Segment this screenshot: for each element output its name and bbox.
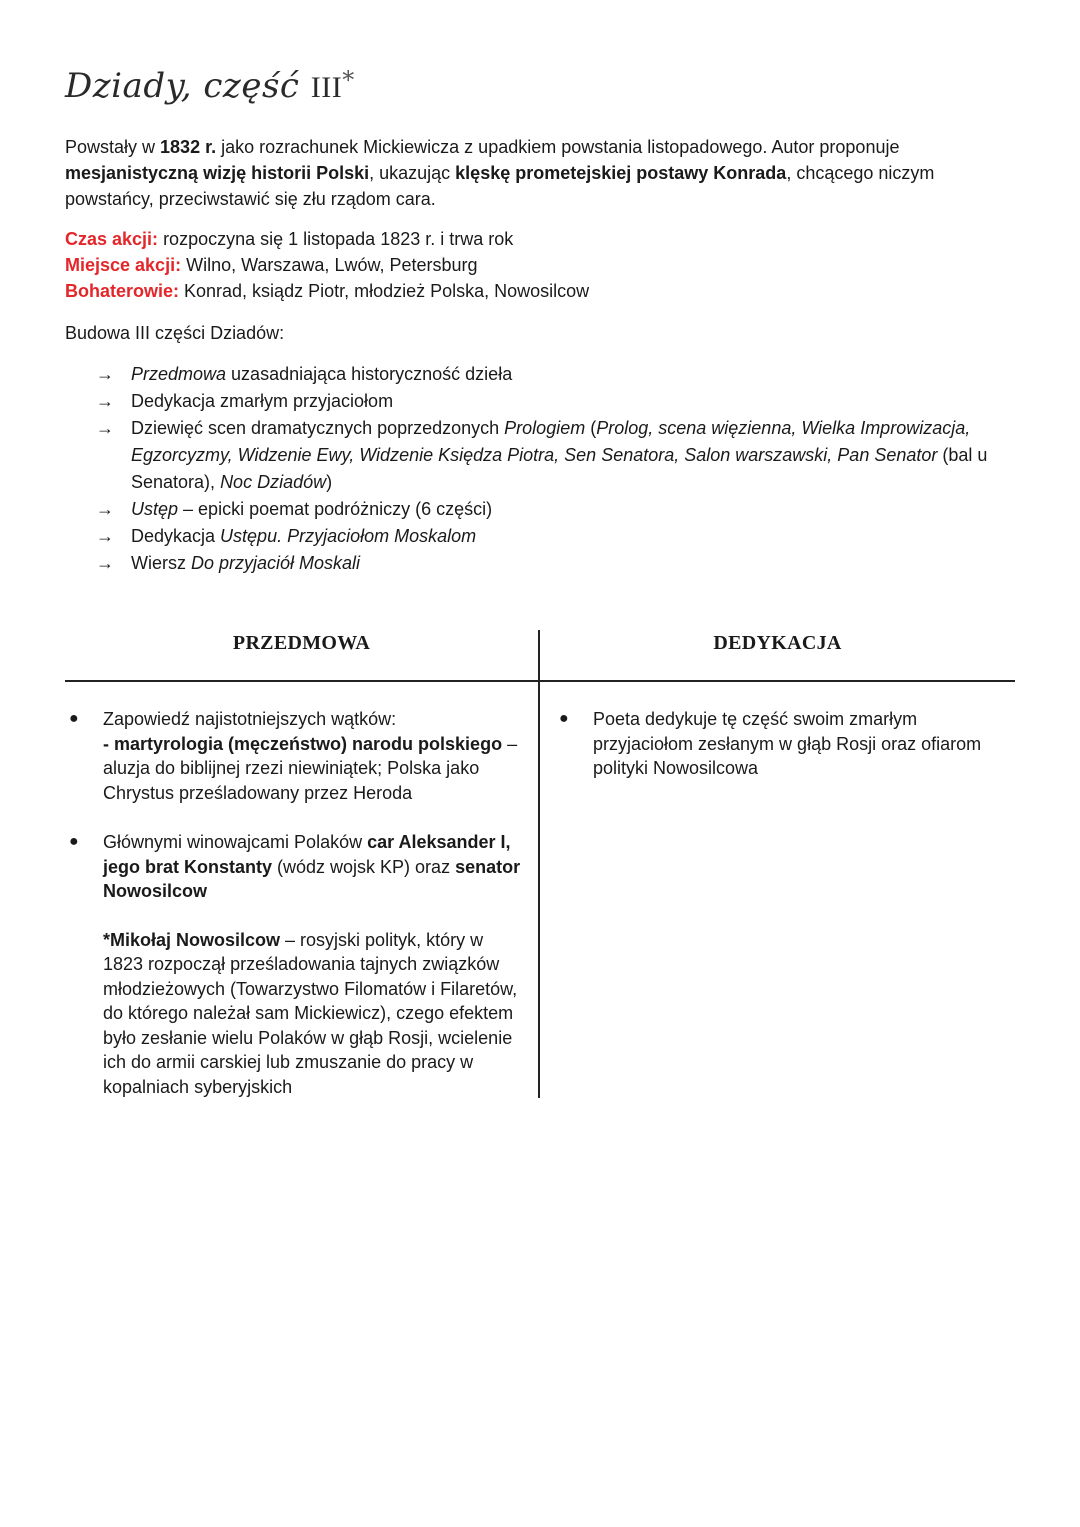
list-item <box>96 388 996 415</box>
intro-paragraph <box>65 134 1015 212</box>
bullet-text: Poeta dedykuje tę część swoim zmarłym przyjaciołom zesłanym w głąb Rosji oraz ofiarom polityki Nowosilcowa <box>593 709 982 778</box>
item-title: Prologiem <box>504 418 586 438</box>
item-scenes: Prolog, scena więzienna, Wielka Improwizacja, Egzorcyzmy, Widzenie Ewy, Widzenie Księdza Piotra, Sen Senatora, Salon warszawski, Pan Senator <box>131 418 971 465</box>
meta-time-label: Czas akcji: <box>65 229 159 249</box>
structure-heading: Budowa III części Dziadów: <box>65 323 285 343</box>
item-title: Do przyjaciół Moskali <box>191 553 361 573</box>
meta-time-value: rozpoczyna się 1 listopada 1823 r. i trwa rok <box>158 229 514 249</box>
item-text: ( <box>585 418 597 438</box>
page-title <box>65 66 355 106</box>
item-text: Wiersz <box>131 553 191 573</box>
intro-text: jako rozrachunek Mickiewicza z upadkiem powstania listopadowego. Autor proponuje <box>216 137 900 157</box>
footnote-text <box>103 928 525 1100</box>
intro-year: 1832 r. <box>160 137 217 157</box>
meta-characters-row <box>65 278 1015 304</box>
title-script: Dziady, część <box>65 66 300 106</box>
list-item <box>555 707 1005 781</box>
item-text: Dedykacja zmarłym przyjaciołom <box>131 391 394 411</box>
arrow-icon: → <box>96 526 114 546</box>
bullet-icon: ● <box>69 710 79 727</box>
arrow-icon: → <box>96 553 114 573</box>
item-text: uzasadniająca historyczność dzieła <box>226 364 513 384</box>
dedykacja-list <box>555 707 1005 781</box>
list-item <box>96 550 996 577</box>
bullet-icon: ● <box>559 710 569 727</box>
bullet-line: Zapowiedź najistotniejszych wątków: <box>103 709 397 729</box>
table-column-divider <box>538 630 540 1098</box>
meta-time-row <box>65 226 1015 252</box>
bullet-highlight: - martyrologia (męczeństwo) narodu polskiego <box>103 733 503 754</box>
bullet-icon: ● <box>69 833 79 850</box>
meta-characters-label: Bohaterowie: <box>65 281 180 301</box>
item-title: Przedmowa <box>131 364 227 384</box>
bullet-text <box>103 707 525 805</box>
meta-info <box>65 226 1015 304</box>
table-header-przedmowa: PRZEDMOWA <box>232 632 371 654</box>
list-item <box>96 496 996 523</box>
intro-text: , chcącego niczym powstańcy, przeciwstawić się złu rządom cara. <box>65 163 935 209</box>
item-title: Noc Dziadów <box>220 472 327 492</box>
list-item <box>96 415 996 496</box>
arrow-icon: → <box>96 364 114 384</box>
item-text: ) <box>326 472 333 492</box>
table-header-divider <box>65 680 1015 682</box>
item-text: (bal u Senatora), <box>131 445 988 492</box>
title-asterisk: * <box>342 66 355 94</box>
bullet-line: Głównymi winowajcami Polaków <box>103 832 368 852</box>
intro-highlight: mesjanistyczną wizję historii Polski <box>65 163 370 183</box>
bullet-text <box>103 830 525 904</box>
bullet-highlight: car Aleksander I, jego brat Konstanty <box>103 832 511 877</box>
title-part-number: III <box>310 71 343 104</box>
item-text: Dziewięć scen dramatycznych poprzedzonych <box>131 418 505 438</box>
list-item <box>96 523 996 550</box>
intro-text: Powstały w <box>65 137 161 157</box>
bullet-highlight: senator Nowosilcow <box>103 856 521 901</box>
footnote-highlight: *Mikołaj Nowosilcow <box>103 929 281 950</box>
meta-place-value: Wilno, Warszawa, Lwów, Petersburg <box>181 255 478 275</box>
item-text: – epicki poemat podróżniczy (6 części) <box>178 499 493 519</box>
intro-text: , ukazując <box>369 163 456 183</box>
arrow-icon: → <box>96 499 114 519</box>
footnote-line: – rosyjski polityk, który w 1823 rozpoczął prześladowania tajnych związków młodzieżowych (Towarzystwo Filomatów i Filaretów, do którego należał sam Mickiewicz), czego efektem było zesłanie wielu Polaków w głąb Rosji, wcielenie ich do armii carskiej lub zmuszanie do pracy w kopalniach syberyjskich <box>103 929 518 1097</box>
bullet-line: (wódz wojsk KP) oraz <box>272 856 456 877</box>
przedmowa-list <box>65 707 525 1099</box>
intro-highlight: klęskę prometejskiej postawy Konrada <box>455 163 787 183</box>
list-item <box>65 830 525 1099</box>
meta-characters-value: Konrad, ksiądz Piotr, młodzież Polska, Nowosilcow <box>179 281 590 301</box>
bullet-line: – aluzja do biblijnej rzezi niewiniątek; Polska jako Chrystus prześladowany przez Heroda <box>103 733 518 803</box>
list-item <box>65 707 525 805</box>
meta-place-row <box>65 252 1015 278</box>
table-header-dedykacja: DEDYKACJA <box>713 632 842 654</box>
structure-list <box>96 361 996 577</box>
arrow-icon: → <box>96 391 114 411</box>
meta-place-label: Miejsce akcji: <box>65 255 182 275</box>
arrow-icon: → <box>96 418 114 438</box>
item-text: Dedykacja <box>131 526 221 546</box>
item-title: Ustęp <box>131 499 179 519</box>
item-title: Ustępu. Przyjaciołom Moskalom <box>220 526 477 546</box>
list-item <box>96 361 996 388</box>
